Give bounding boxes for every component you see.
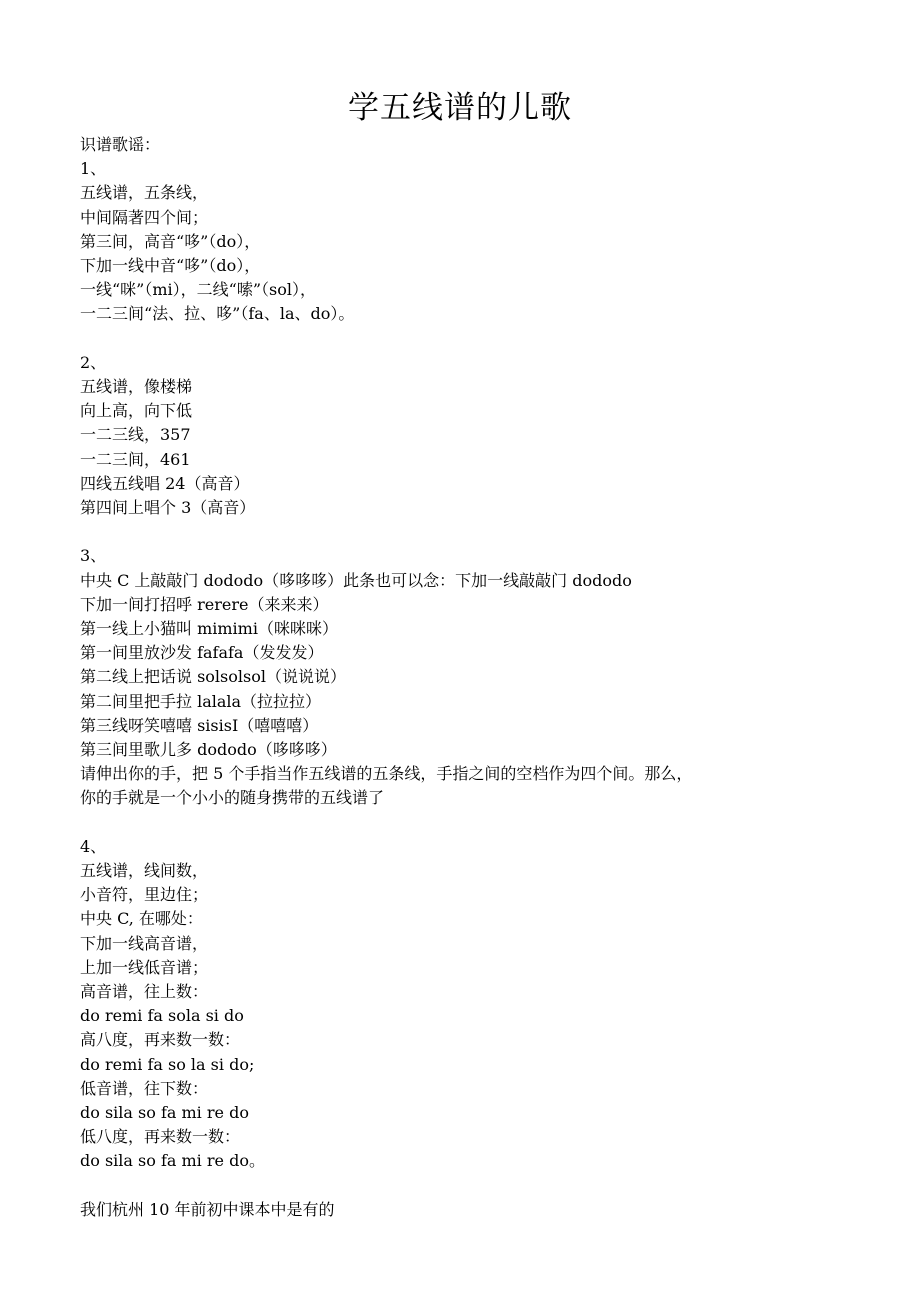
verse-line: 第四间上唱个 3（高音） (80, 498, 256, 518)
verse-line: 一二三间“法、拉、哆”（fa、la、do）。 (80, 304, 355, 324)
paragraph-gap (80, 1174, 840, 1198)
verse-line: 小音符，里边住； (80, 885, 209, 905)
verse-line: 第一线上小猫叫 mimimi（咪咪咪） (80, 619, 338, 639)
verse-line: 第二间里把手拉 lalala（拉拉拉） (80, 691, 322, 711)
section-1 (80, 157, 840, 326)
verse-line: 高音谱，往上数： (80, 982, 209, 1002)
verse-line: 上加一线低音谱； (80, 957, 209, 977)
closing-note: 我们杭州 10 年前初中课本中是有的 (80, 1199, 335, 1219)
page-title: 学五线谱的儿歌 (348, 90, 572, 126)
verse-line: 五线谱，线间数， (80, 861, 209, 881)
verse-line: 低八度，再来数一数： (80, 1127, 241, 1147)
solfege-line: do sila so fa mi re do。 (80, 1151, 265, 1171)
section-3 (80, 544, 840, 810)
section-number: 4、 (80, 836, 107, 856)
paragraph-gap (80, 520, 840, 544)
document-body (80, 133, 840, 1222)
verse-line: 第三线呀笑嘻嘻 sisisI（嘻嘻嘻） (80, 715, 319, 735)
section-2 (80, 351, 840, 520)
verse-line: 下加一线中音“哆”（do）， (80, 256, 261, 276)
verse-line: 第三间，高音“哆”（do）， (80, 231, 261, 251)
verse-line: 下加一线高音谱， (80, 933, 209, 953)
verse-line: 第二线上把话说 solsolsol（说说说） (80, 667, 346, 687)
verse-line: 中央 C, 在哪处： (80, 909, 203, 929)
section-number: 1、 (80, 159, 107, 179)
section-number: 3、 (80, 546, 107, 566)
verse-line: 五线谱，像楼梯 (80, 377, 193, 397)
section-number: 2、 (80, 352, 107, 372)
solfege-line: do remi fa so la si do; (80, 1054, 255, 1074)
paragraph-gap (80, 327, 840, 351)
explanation-line: 你的手就是一个小小的随身携带的五线谱了 (80, 788, 385, 808)
verse-line: 一二三线，357 (80, 425, 191, 445)
paragraph-gap (80, 811, 840, 835)
verse-line: 五线谱，五条线， (80, 183, 209, 203)
verse-line: 下加一间打招呼 rerere（来来来） (80, 594, 329, 614)
section-4 (80, 835, 840, 1174)
verse-line: 四线五线唱 24（高音） (80, 473, 250, 493)
verse-line: 向上高，向下低 (80, 401, 193, 421)
verse-line: 高八度，再来数一数： (80, 1030, 241, 1050)
verse-line: 第三间里歌儿多 dododo（哆哆哆） (80, 740, 337, 760)
verse-line: 一线“咪”（mi），二线“嗦”（sol）， (80, 280, 316, 300)
verse-line: 中间隔著四个间； (80, 207, 209, 227)
intro-line: 识谱歌谣： (80, 135, 161, 154)
explanation-line: 请伸出你的手，把 5 个手指当作五线谱的五条线，手指之间的空档作为四个间。那么， (80, 764, 693, 784)
solfege-line: do sila so fa mi re do (80, 1103, 249, 1123)
verse-line: 一二三间，461 (80, 449, 191, 469)
verse-line: 第一间里放沙发 fafafa（发发发） (80, 643, 324, 663)
verse-line: 低音谱，往下数： (80, 1078, 209, 1098)
solfege-line: do remi fa sola si do (80, 1006, 244, 1026)
verse-line: 中央 C 上敲敲门 dododo（哆哆哆）此条也可以念：下加一线敲敲门 dododo (80, 570, 632, 590)
